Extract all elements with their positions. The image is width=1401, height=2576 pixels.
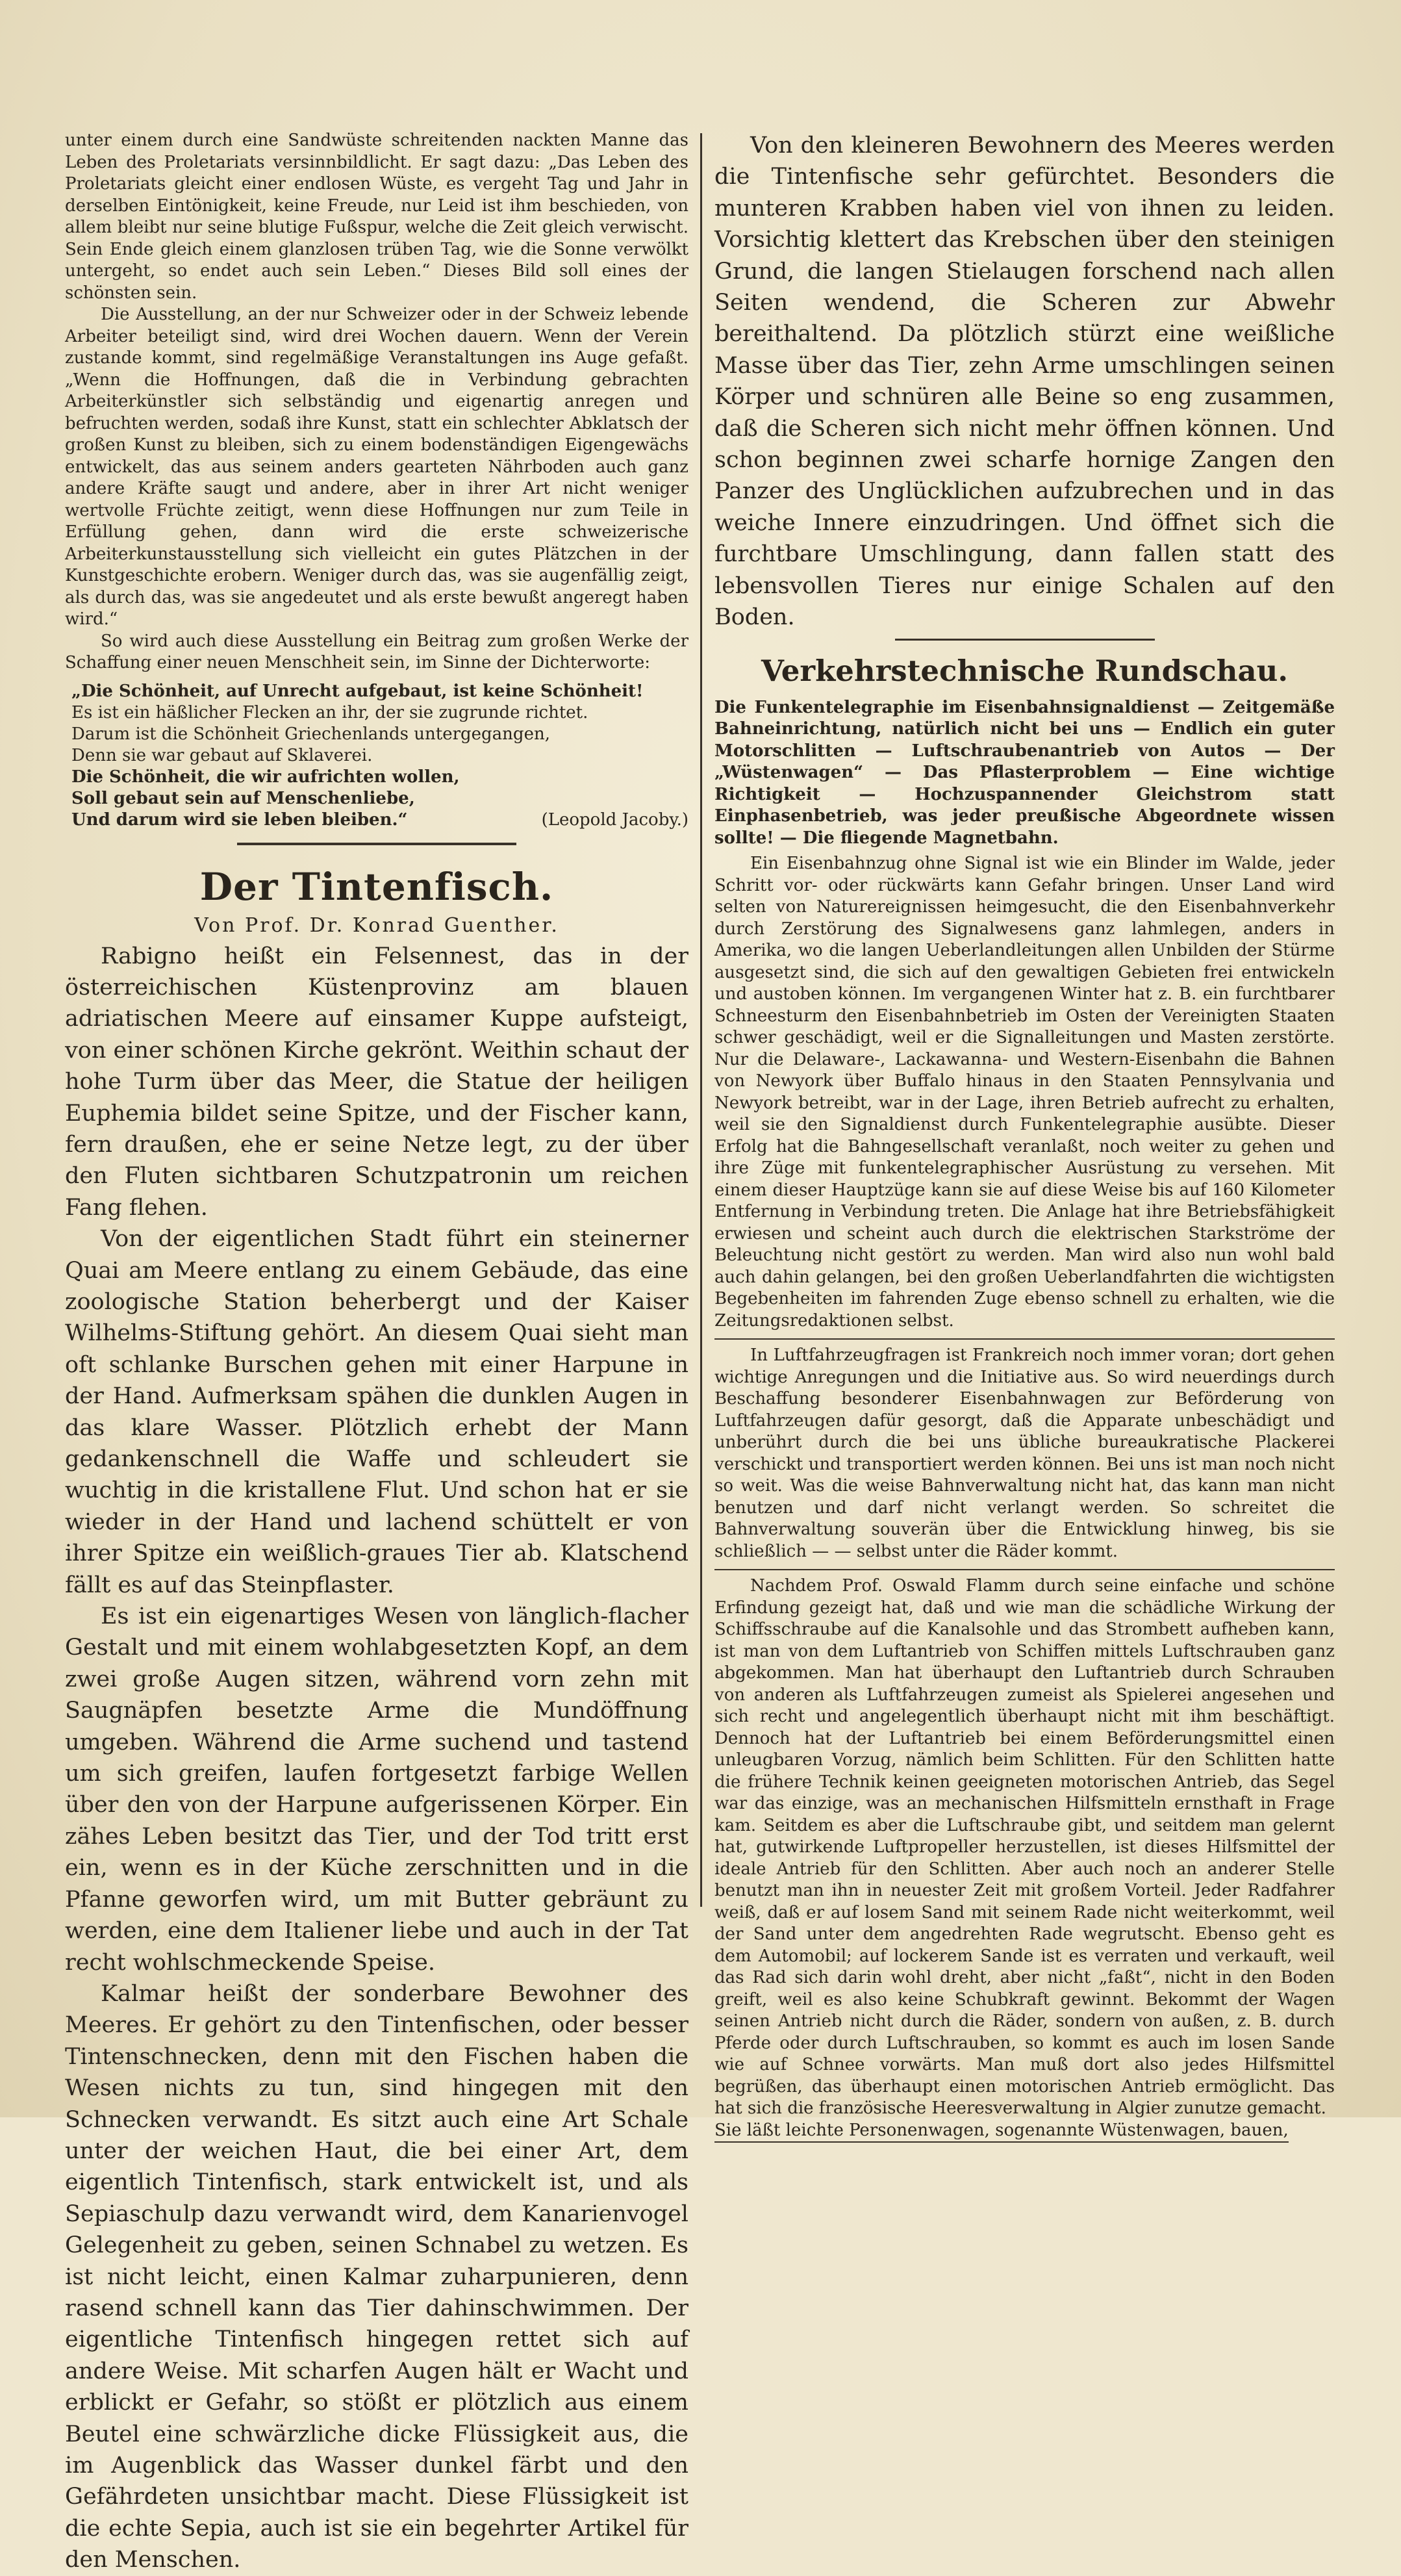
article-title: Der Tintenfisch. <box>199 864 554 909</box>
poem-line: „Die Schönheit, auf Unrecht aufgebaut, ist keine Schönheit! <box>71 681 644 701</box>
intro-paragraph: Die Ausstellung, an der nur Schweizer oder in der Schweiz lebende Arbeiter beteiligt sind, wird drei Wochen dauern. Wenn der Verein zustande kommt, sind regelmäßige Veranstaltungen ins Auge gefaßt. „Wenn die Hoffnungen, daß die in Verbindung gebrachten Arbeiterkünstler sich selbständig und eigenartig anregen und befruchten werden, sodaß ihre Kunst, statt ein schlechter Abklatsch der großen Kunst zu bleiben, sich zu einem bodenständigen Eigengewächs entwickelt, das aus seinem anders gearteten Nährboden auch ganz andere Kräfte saugt und andere, aber in ihrer Art nicht weniger wertvolle Früchte zeitigt, wenn diese Hoffnungen nur zum Teile in Erfüllung gehen, dann wird die erste schweizerische Arbeiterkunstausstellung sich vielleicht ein gutes Plätzchen in der Kunstgeschichte erobern. Weniger durch das, was sie augenfällig zeigt, als durch das, was sie angedeutet und als erste bewußt angeregt haben wird.“ <box>65 305 688 629</box>
section-paragraph: In Luftfahrzeugfragen ist Frankreich noch immer voran; dort gehen wichtige Anregungen und die Initiative aus. So wird neuerdings durch Beschaffung besonderer Eisenbahnwagen zur Beförderung von Luftfahrzeugen dafür gesorgt, daß die Apparate unbeschädigt und unberührt durch die bei uns übliche bureaukratische Plackerei verschickt und transportiert werden können. Bei uns ist man noch nicht so weit. Was die weise Bahnverwaltung nicht hat, das kann man nicht benutzen und darf nicht verlangt werden. So schreitet die Bahnverwaltung souverän über die Entwicklung hinweg, bis sie schließlich — — selbst unter die Räder kommt. <box>714 1345 1335 1561</box>
section-divider <box>237 843 516 845</box>
article-byline: Von Prof. Dr. Konrad Guenther. <box>194 913 559 937</box>
poem <box>71 681 688 831</box>
poem-line: Denn sie war gebaut auf Sklaverei. <box>71 745 373 765</box>
article-paragraph: Kalmar heißt der sonderbare Bewohner des Meeres. Er gehört zu den Tintenfischen, oder besser Tintenschnecken, denn mit den Fischen haben die Wesen nichts zu tun, sind hingegen mit den Schnecken verwandt. Es sitzt auch eine Art Schale unter der weichen Haut, die bei einer Art, dem eigentlich Tintenfisch, stark entwickelt ist, und als Sepiaschulp dazu verwandt wird, dem Kanarienvogel Gelegenheit zu geben, seinen Schnabel zu wetzen. Es ist nicht leicht, einen Kalmar zuharpunieren, denn rasend schnell kann das Tier dahinschwimmen. Der eigentliche Tintenfisch hingegen rettet sich auf andere Weise. Mit scharfen Augen hält er Wacht und erblickt er Gefahr, so stößt er plötzlich aus einem Beutel eine schwärzliche dicke Flüssigkeit aus, die im Augenblick das Wasser dunkel färbt und den Gefährdeten unsichtbar macht. Diese Flüssigkeit ist die echte Sepia, auch ist sie ein begehrter Artikel für den Menschen. <box>65 1980 688 2573</box>
section-paragraph: Ein Eisenbahnzug ohne Signal ist wie ein Blinder im Walde, jeder Schritt vor- oder rückwärts kann Gefahr bringen. Unser Land wird selten von Naturereignissen heimgesucht, die den Eisenbahnverkehr durch Zerstörung des Signalwesens ganz lahmlegen, anders in Amerika, wo die langen Ueberlandleitungen allen Unbilden der Stürme ausgesetzt sind, die sich auf den gewaltigen Gebieten frei entwickeln und austoben können. Im vergangenen Winter hat z. B. ein furchtbarer Schneesturm den Eisenbahnbetrieb im Osten der Vereinigten Staaten schwer geschädigt, weil er die Signalleitungen und Masten zerstörte. Nur die Delaware-, Lackawanna- und Western-Eisenbahn die Bahnen von Newyork über Buffalo hinaus in den Staaten Pennsylvania und Newyork betreibt, war in der Lage, ihren Betrieb aufrecht zu erhalten, weil sie den Signaldienst durch Funkentelegraphie ausübte. Dieser Erfolg hat die Bahngesellschaft veranlaßt, noch weiter zu gehen und ihre Züge mit funkentelegraphischer Ausrüstung zu versehen. Mit einem dieser Hauptzüge kann sie auf diese Weise bis auf 160 Kilometer Entfernung in Verbindung treten. Die Anlage hat ihre Betriebsfähigkeit erwiesen und scheint auch durch die elektrischen Starkströme der Beleuchtung nicht gestört zu werden. Man wird also nun wohl bald auch dahin gelangen, bei den großen Ueberlandfahrten die wichtigsten Begebenheiten im fahrenden Zuge ebenso schnell zu erhalten, wie die Zeitungsredaktionen selbst. <box>714 854 1335 1331</box>
intro-section <box>65 130 688 674</box>
left-column <box>65 130 688 2576</box>
article-paragraph: Von der eigentlichen Stadt führt ein steinerner Quai am Meere entlang zu einem Gebäude, das eine zoologische Station beherbergt und der Kaiser Wilhelms-Stiftung gehört. An diesem Quai sieht man oft schlanke Burschen gehen mit einer Harpune in der Hand. Aufmerksam spähen die dunklen Augen in das klare Wasser. Plötzlich erhebt der Mann gedankenschnell die Waffe und schleudert sie wuchtig in die kristallene Flut. Und schon hat er sie wieder in der Hand und lachend schüttelt er von ihrer Spitze ein weißlich-graues Tier ab. Klatschend fällt es auf das Steinpflaster. <box>65 1226 688 1598</box>
section-title: Verkehrstechnische Rundschau. <box>761 653 1289 688</box>
section-paragraph: Nachdem Prof. Oswald Flamm durch seine einfache und schöne Erfindung gezeigt hat, daß und wie man die schädliche Wirkung der Schiffsschraube auf die Kanalsohle und das Strombett aufheben kann, ist man von dem Luftantrieb von Schiffen mittels Luftschrauben ganz abgekommen. Man hat überhaupt den Luftantrieb durch Schrauben von anderen als Luftfahrzeugen zumeist als Spielerei angesehen und sich recht und angelegentlich überhaupt nicht mit ihm beschäftigt. Dennoch hat der Luftantrieb bei einem Beförderungsmittel einen unleugbaren Vorzug, nämlich beim Schlitten. Für den Schlitten hatte die frühere Technik keinen geeigneten motorischen Antrieb, das Segel war das einzige, was an mechanischen Hilfsmitteln ernsthaft in Frage kam. Seitdem es aber die Luftschraube gibt, und seitdem man gelernt hat, gutwirkende Luftpropeller herzustellen, ist dieses Hilfsmittel der ideale Antrieb für den Schlitten. Aber auch noch an anderer Stelle benutzt man ihn in neuester Zeit mit großem Vorteil. Jeder Radfahrer weiß, daß er auf losem Sand mit seinem Rade nicht weiterkommt, weil der Sand unter dem angedrehten Rade wegrutscht. Ebenso geht es dem Automobil; auf lockerem Sande ist es verraten und verkauft, weil das Rad sich darin wohl dreht, aber nicht „faßt“, nicht in den Boden greift, weil es also keine Schubkraft gewinnt. Bekommt der Wagen seinen Antrieb nicht durch die Räder, sondern von außen, z. B. durch Pferde oder durch Luftschrauben, so kommt es auch im losen Sande wie auf Schnee vorwärts. Man muß dort also jedes Hilfsmittel begrüßen, das überhaupt einen motorischen Antrieb ermöglicht. Das hat sich die französische Heeresverwaltung in Algier zunutze gemacht. <box>714 1576 1335 2118</box>
section-summary: Die Funkentelegraphie im Eisenbahnsignaldienst — Zeitgemäße Bahneinrichtung, natürlich nicht bei uns — Endlich ein guter Motorschlitten — Luftschraubenantrieb von Autos — Der „Wüstenwagen“ — Das Pflasterproblem — Eine wichtige Richtigkeit — Hochzuspannender Gleichstrom statt Einphasenbetrieb, was jeder preußische Abgeordnete wissen sollte! — Die fliegende Magnetbahn. <box>714 697 1335 848</box>
paragraph-divider <box>714 1338 1335 1340</box>
article-continuation <box>714 130 1335 633</box>
intro-paragraph: So wird auch diese Ausstellung ein Beitrag zum großen Werke der Schaffung einer neuen Menschheit sein, im Sinne der Dichterworte: <box>65 631 688 672</box>
article-paragraph: Von den kleineren Bewohnern des Meeres werden die Tintenfische sehr gefürchtet. Besonders die munteren Krabben haben viel von ihnen zu leiden. Vorsichtig klettert das Krebschen über den steinigen Grund, die langen Stielaugen forschend nach allen Seiten wendend, die Scheren zur Abwehr bereithaltend. Da plötzlich stürzt eine weißliche Masse über das Tier, zehn Arme umschlingen seinen Körper und schnüren alle Beine so eng zusammen, daß die Scheren sich nicht mehr öffnen können. Und schon beginnen zwei scharfe hornige Zangen den Panzer des Unglücklichen aufzubrechen und in das weiche Innere einzudringen. Und öffnet sich die furchtbare Umschlingung, dann fallen statt des lebensvollen Tieres nur einige Schalen auf den Boden. <box>714 133 1335 631</box>
article-paragraph: Es ist ein eigenartiges Wesen von länglich-flacher Gestalt und mit einem wohlabgesetzten Kopf, an dem zwei große Augen sitzen, während vorn zehn mit Saugnäpfen besetzte Arme die Mundöffnung umgeben. Während die Arme suchend und tastend um sich greifen, laufen fortgesetzt farbige Wellen über den von der Harpune aufgerissenen Körper. Ein zähes Leben besitzt das Tier, und der Tod tritt erst ein, wenn es in der Küche zerschnitten und in die Pfanne geworfen wird, um mit Butter gebräunt zu werden, eine dem Italiener liebe und auch in der Tat recht wohlschmeckende Speise. <box>65 1603 688 1976</box>
paragraph-divider <box>714 1569 1335 1570</box>
closing-line: Sie läßt leichte Personenwagen, sogenannte Wüstenwagen, bauen, <box>714 2120 1289 2143</box>
article-body <box>65 941 688 2576</box>
poem-author: (Leopold Jacoby.) <box>541 810 688 830</box>
right-column <box>714 130 1335 2143</box>
intro-paragraph: unter einem durch eine Sandwüste schreitenden nackten Manne das Leben des Proletariats versinnbildlicht. Er sagt dazu: „Das Leben des Proletariats gleicht einer endlosen Wüste, es vergeht Tag und Jahr in derselben Eintönigkeit, keine Freude, nur Leid ist ihm beschieden, von allem bleibt nur seine blutige Fußspur, welche die Zeit gleich verwischt. Sein Ende gleich einem glanzlosen trüben Tag, wie die Sonne verwölkt untergeht, so endet auch sein Leben.“ Dieses Bild soll eines der schönsten sein. <box>65 131 688 303</box>
article-paragraph: Rabigno heißt ein Felsennest, das in der österreichischen Küstenprovinz am blauen adriatischen Meere auf einsamer Kuppe aufsteigt, von einer schönen Kirche gekrönt. Weithin schaut der hohe Turm über das Meer, die Statue der heiligen Euphemia bildet seine Spitze, und der Fischer kann, fern draußen, ehe er seine Netze legt, zu der über den Fluten sichtbaren Schutzpatronin um reichen Fang flehen. <box>65 943 688 1221</box>
section-body <box>714 853 1335 2143</box>
poem-line: Die Schönheit, die wir aufrichten wollen, <box>71 767 460 787</box>
poem-line: Darum ist die Schönheit Griechenlands untergegangen, <box>71 724 550 744</box>
poem-last-line: Und darum wird sie leben bleiben.“ <box>71 810 408 830</box>
poem-last-line-row <box>71 810 688 831</box>
poem-line: Es ist ein häßlicher Flecken an ihr, der sie zugrunde richtet. <box>71 702 588 722</box>
column-divider <box>700 133 702 1907</box>
section-divider <box>895 639 1155 641</box>
poem-line: Soll gebaut sein auf Menschenliebe, <box>71 788 415 808</box>
